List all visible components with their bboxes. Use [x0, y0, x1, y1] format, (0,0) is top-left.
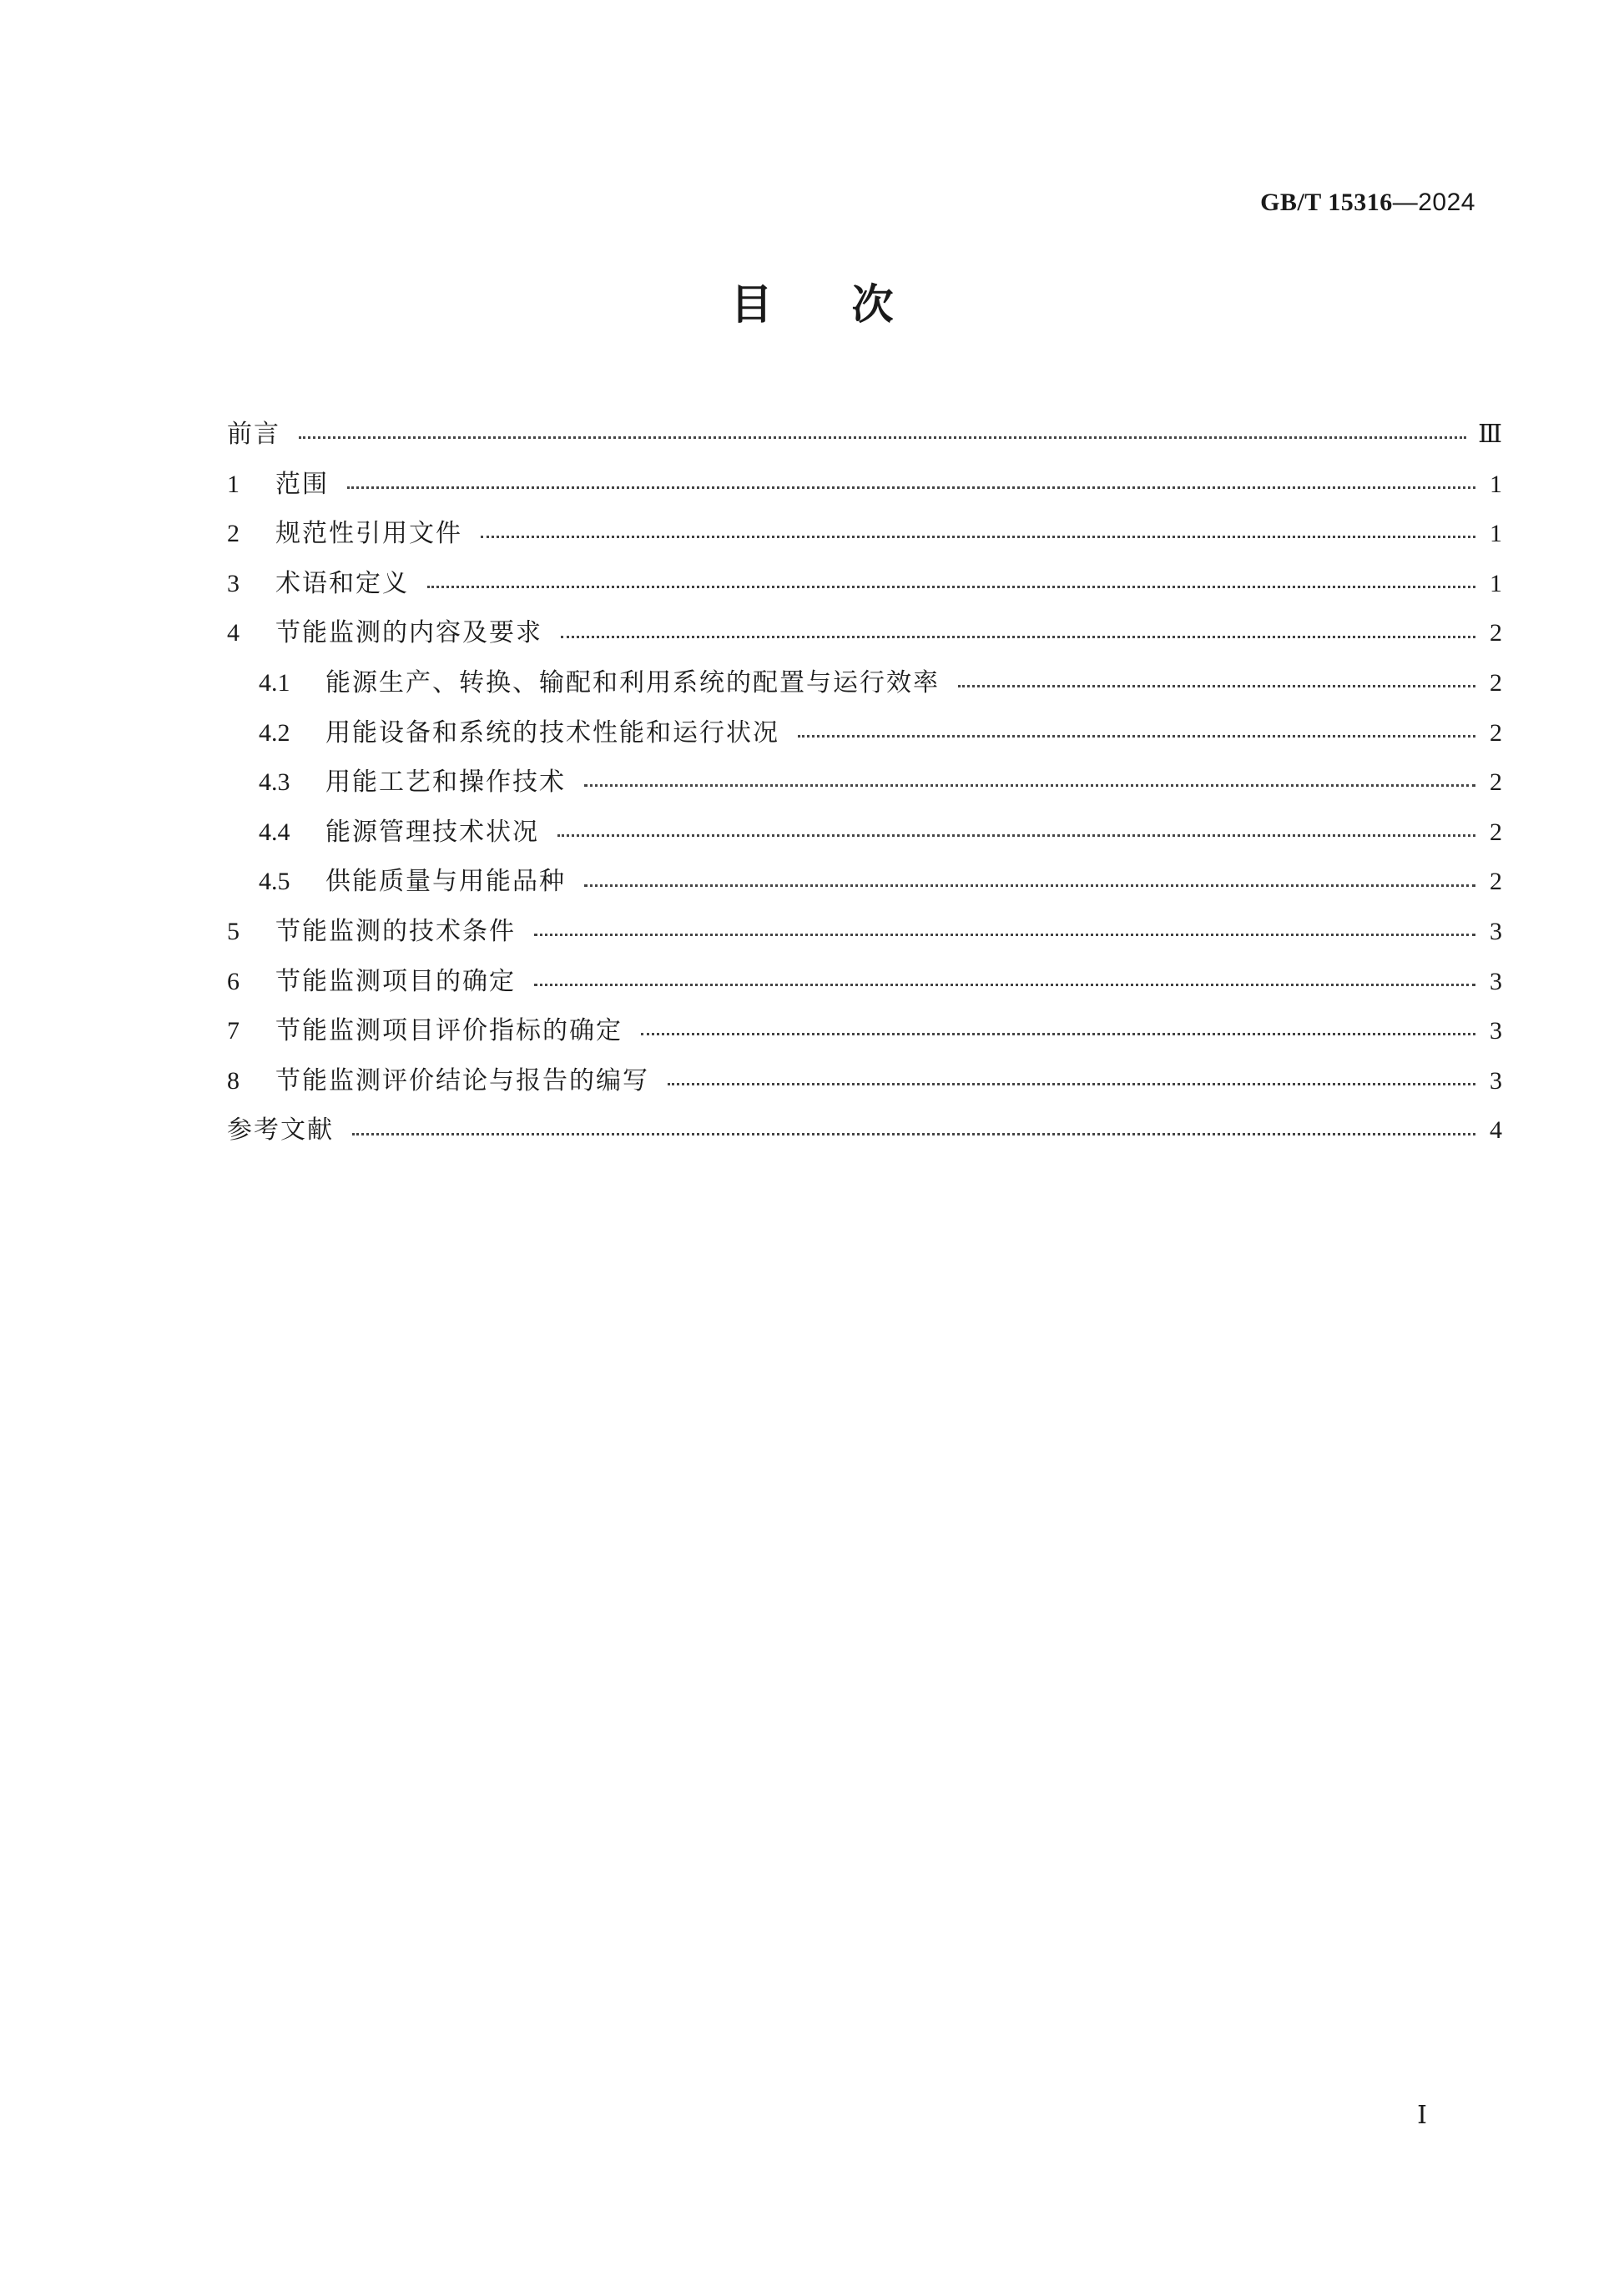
- toc-entry-number: 8: [227, 1066, 240, 1095]
- toc-entry-page: 1: [1490, 520, 1502, 548]
- toc-entry-page: 3: [1490, 967, 1502, 995]
- toc-entry-title: 节能监测的技术条件: [275, 916, 516, 946]
- toc-entry[interactable]: [227, 1056, 1502, 1106]
- toc-entry[interactable]: [227, 907, 1502, 957]
- toc-entry-number: 1: [227, 470, 240, 498]
- toc-entry-title: 能源生产、转换、输配和利用系统的配置与运行效率: [325, 667, 940, 697]
- toc-entry-title: 术语和定义: [275, 568, 409, 598]
- toc-entry-page: 4: [1490, 1116, 1502, 1145]
- toc-entry-number: 4: [227, 619, 240, 647]
- toc-entry[interactable]: [227, 658, 1502, 708]
- toc-entry[interactable]: [227, 410, 1502, 460]
- toc-entry-page: 2: [1490, 619, 1502, 647]
- toc-entry-title: 前言: [227, 420, 280, 449]
- page-number: Ⅰ: [1417, 2102, 1427, 2129]
- toc-entry-page: 2: [1490, 768, 1502, 797]
- standard-code-prefix: GB/T 15316: [1260, 189, 1393, 216]
- toc-entry-number: 2: [227, 520, 240, 548]
- toc-entry-title: 用能设备和系统的技术性能和运行状况: [325, 718, 779, 748]
- toc-entry-number: 6: [227, 967, 240, 995]
- toc-dot-leader: [958, 685, 1475, 687]
- toc-dot-leader: [481, 536, 1475, 538]
- toc-entry-page: 3: [1490, 1017, 1502, 1045]
- toc-entry-title: 能源管理技术状况: [325, 817, 539, 847]
- toc-dot-leader: [534, 984, 1475, 986]
- toc-dot-leader: [534, 934, 1475, 936]
- toc-dot-leader: [798, 735, 1475, 738]
- toc-entry-title: 节能监测评价结论与报告的编写: [275, 1065, 649, 1095]
- toc-dot-leader: [584, 784, 1475, 787]
- toc-entry-title: 节能监测项目评价指标的确定: [275, 1016, 623, 1046]
- toc-dot-leader: [557, 834, 1475, 837]
- toc-dot-leader: [668, 1083, 1475, 1085]
- toc-dot-leader: [561, 636, 1475, 638]
- toc-entry[interactable]: [227, 1006, 1502, 1056]
- toc-dot-leader: [352, 1133, 1475, 1135]
- toc-entry-title: 规范性引用文件: [275, 519, 462, 549]
- toc-entry[interactable]: [227, 559, 1502, 609]
- toc-entry-page: 2: [1490, 718, 1502, 747]
- toc-entry-title: 参考文献: [227, 1115, 334, 1145]
- standard-code-year: —2024: [1392, 189, 1475, 216]
- toc-dot-leader: [299, 436, 1466, 439]
- toc-entry-title: 供能质量与用能品种: [325, 867, 566, 897]
- toc-entry-page: 1: [1490, 470, 1502, 498]
- toc-entry-number: 4.2: [259, 718, 290, 747]
- toc-entry-number: 4.1: [259, 668, 290, 697]
- toc-entry[interactable]: [227, 857, 1502, 907]
- toc-entry[interactable]: [227, 808, 1502, 858]
- toc-entry-number: 4.3: [259, 768, 290, 797]
- toc-entry[interactable]: [227, 758, 1502, 808]
- toc-entry[interactable]: [227, 708, 1502, 758]
- toc-entry-page: 2: [1490, 668, 1502, 697]
- toc-entry-title: 节能监测的内容及要求: [275, 618, 542, 648]
- toc-entry-number: 4.4: [259, 818, 290, 846]
- page-title: 目次: [730, 280, 973, 329]
- toc-entry-page: 3: [1490, 917, 1502, 945]
- toc-entry-page: Ⅲ: [1478, 420, 1502, 448]
- toc-entry-page: 2: [1490, 818, 1502, 846]
- toc-dot-leader: [641, 1033, 1475, 1035]
- toc-entry-number: 3: [227, 569, 240, 597]
- toc-entry-number: 4.5: [259, 868, 290, 896]
- toc-dot-leader: [347, 486, 1475, 489]
- toc-entry-page: 1: [1490, 569, 1502, 597]
- toc-entry-page: 3: [1490, 1066, 1502, 1095]
- toc-entry[interactable]: [227, 509, 1502, 559]
- toc-entry-title: 用能工艺和操作技术: [325, 768, 566, 798]
- table-of-contents: [227, 410, 1502, 1156]
- toc-dot-leader: [427, 586, 1475, 588]
- toc-dot-leader: [584, 884, 1475, 887]
- toc-entry-page: 2: [1490, 868, 1502, 896]
- standard-code: [1260, 189, 1475, 217]
- toc-entry[interactable]: [227, 1105, 1502, 1156]
- toc-entry-number: 7: [227, 1017, 240, 1045]
- toc-entry[interactable]: [227, 608, 1502, 658]
- toc-entry[interactable]: [227, 460, 1502, 510]
- toc-entry-title: 节能监测项目的确定: [275, 966, 516, 996]
- toc-entry-number: 5: [227, 917, 240, 945]
- toc-entry-title: 范围: [275, 469, 329, 499]
- toc-entry[interactable]: [227, 957, 1502, 1007]
